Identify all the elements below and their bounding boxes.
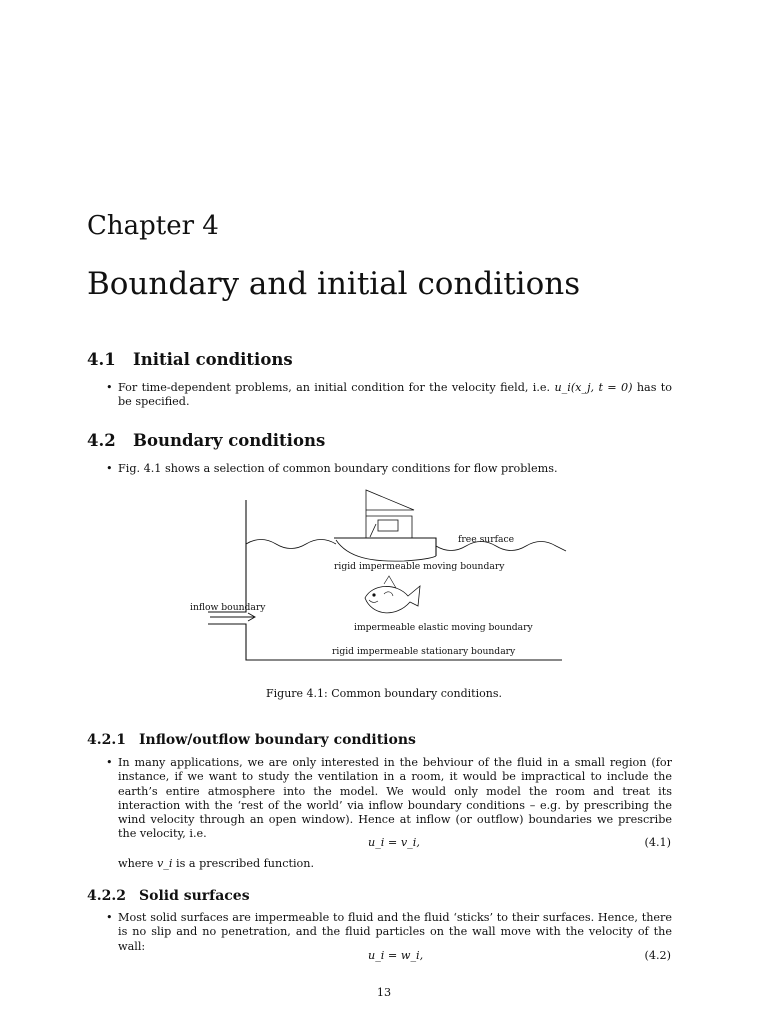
- fish-eye: [372, 593, 375, 596]
- fish-mouth: [369, 600, 378, 602]
- section-title: Solid surfaces: [139, 888, 250, 904]
- section-4-1-heading: [87, 350, 293, 369]
- section-4-2-2-heading: [87, 888, 250, 904]
- chapter-label: Chapter 4: [87, 211, 219, 241]
- section-4-2-1-heading: [87, 732, 416, 748]
- figure-boundary-conditions: [0, 480, 768, 670]
- equation-4-2: u_i = w_i,: [368, 949, 424, 962]
- bullet-icon: •: [106, 756, 113, 769]
- section-4-2-1-bullet: • In many applications, we are only interested in the behviour of the fluid in a small region (for instance, if we want to study the ventilation in a room, it would be impractical to include the earth’s entire atmosphere into the model. We would only model the room and treat its interaction with the ‘rest of the world’ via inflow boundary conditions – e.g. by prescribing the wind velocity through an open window). Hence at inflow (or outflow) boundaries we prescribe the velocity, i.e.: [106, 756, 672, 841]
- section-4-2-bullet: • Fig. 4.1 shows a selection of common boundary conditions for flow problems.: [106, 462, 558, 475]
- boat-window: [378, 520, 398, 531]
- boat-ladder: [370, 524, 376, 537]
- label-rigid-stationary: rigid impermeable stationary boundary: [332, 646, 516, 657]
- label-rigid-moving: rigid impermeable moving boundary: [334, 561, 505, 572]
- label-elastic-moving: impermeable elastic moving boundary: [354, 622, 533, 633]
- section-4-1-bullet: • For time-dependent problems, an initial condition for the velocity field, i.e. u_i(x_j, t = 0) has to be specified.: [106, 381, 672, 409]
- figure-caption: Figure 4.1: Common boundary conditions.: [266, 687, 502, 700]
- section-number: 4.1: [87, 350, 116, 369]
- bullet-icon: •: [106, 911, 113, 924]
- wave-left: [246, 540, 336, 549]
- boat-deck: [334, 538, 436, 556]
- equation-4-1: u_i = v_i,: [368, 836, 420, 849]
- fish-fin: [384, 592, 393, 596]
- math-inline: u_i(x_j, t = 0): [554, 381, 633, 394]
- section-number: 4.2.2: [87, 888, 126, 904]
- label-inflow: inflow boundary: [190, 602, 266, 613]
- section-number: 4.2.1: [87, 732, 126, 748]
- equation-4-1-number: (4.1): [644, 836, 671, 849]
- where-line: where v_i is a prescribed function.: [118, 857, 315, 870]
- label-free-surface: free surface: [458, 534, 515, 545]
- inflow-arrow-icon: [210, 613, 255, 621]
- section-title: Boundary conditions: [133, 431, 326, 450]
- section-number: 4.2: [87, 431, 116, 450]
- bullet-icon: •: [106, 381, 113, 394]
- left-wall-upper: [208, 500, 246, 612]
- fish-icon: [365, 586, 420, 613]
- section-title: Initial conditions: [133, 350, 293, 369]
- boat-hull: [336, 540, 436, 561]
- chapter-title: Boundary and initial conditions: [87, 266, 581, 302]
- page-number: 13: [376, 986, 392, 999]
- section-title: Inflow/outflow boundary conditions: [139, 732, 416, 748]
- section-4-2-heading: [87, 431, 325, 450]
- section-4-2-2-bullet: • Most solid surfaces are impermeable to fluid and the fluid ‘sticks’ to their surfaces. Hence, there is no slip and no penetration, and the fluid particles on the wall move with the velocity of the wall:: [106, 911, 672, 953]
- bullet-icon: •: [106, 462, 113, 475]
- equation-4-2-number: (4.2): [644, 949, 671, 962]
